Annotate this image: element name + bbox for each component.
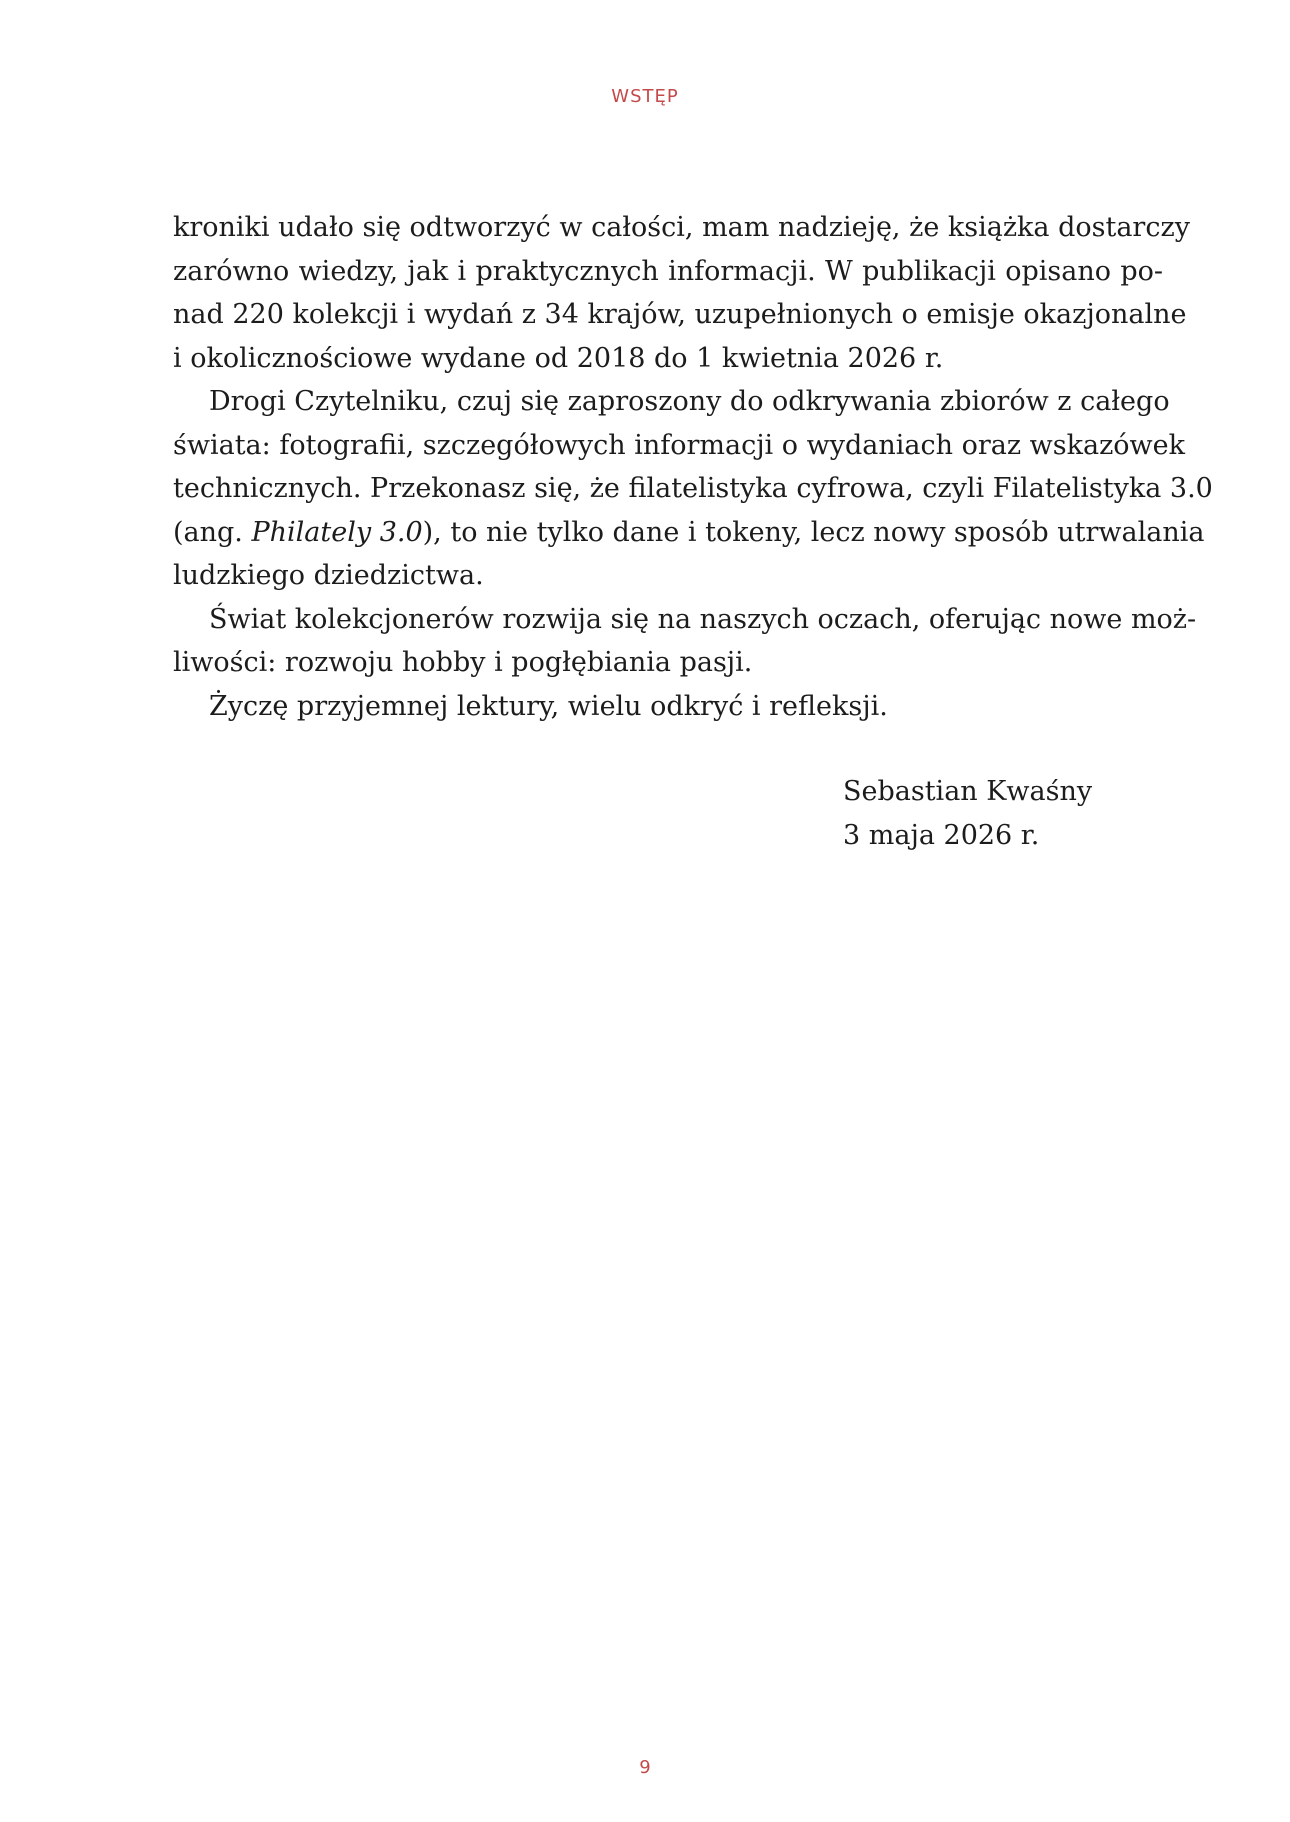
author-name: Sebastian Kwaśny bbox=[843, 776, 1093, 807]
paragraph-line: Drogi Czytelniku, czuj się zaproszony do odkrywania zbiorów z całego bbox=[209, 386, 1170, 417]
running-header: WSTĘP bbox=[611, 86, 679, 107]
paragraph-line: zarówno wiedzy, jak i praktycznych informacji. W publikacji opisano po- bbox=[173, 255, 1163, 287]
paragraph-line: Świat kolekcjonerów rozwija się na naszych oczach, oferując nowe moż- bbox=[209, 603, 1197, 635]
page-number: 9 bbox=[639, 1757, 651, 1778]
paragraph-line: i okolicznościowe wydane od 2018 do 1 kwietnia 2026 r. bbox=[173, 342, 944, 374]
italic-term: Philately 3.0 bbox=[251, 516, 423, 548]
signature-date: 3 maja 2026 r. bbox=[843, 819, 1040, 851]
paragraph-line: nad 220 kolekcji i wydań z 34 krajów, uzupełnionych o emisje okazjonalne bbox=[173, 299, 1187, 330]
paragraph-line: technicznych. Przekonasz się, że filatelistyka cyfrowa, czyli Filatelistyka 3.0 bbox=[173, 473, 1213, 504]
signature-block bbox=[843, 770, 1092, 857]
paragraph-line: ludzkiego dziedzictwa. bbox=[173, 560, 484, 591]
body-text bbox=[173, 206, 1213, 728]
paragraph-line: kroniki udało się odtworzyć w całości, mam nadzieję, że książka dostarczy bbox=[173, 212, 1190, 243]
line-segment: (ang. bbox=[173, 516, 252, 548]
paragraph-line: Życzę przyjemnej lektury, wielu odkryć i refleksji. bbox=[209, 690, 888, 722]
paragraph-line: świata: fotografii, szczegółowych informacji o wydaniach oraz wskazówek bbox=[173, 429, 1185, 461]
line-segment: ), to nie tylko dane i tokeny, lecz nowy sposób utrwalania bbox=[422, 516, 1205, 548]
paragraph-line: liwości: rozwoju hobby i pogłębiania pasji. bbox=[173, 647, 753, 678]
paragraph-line bbox=[173, 511, 1205, 555]
